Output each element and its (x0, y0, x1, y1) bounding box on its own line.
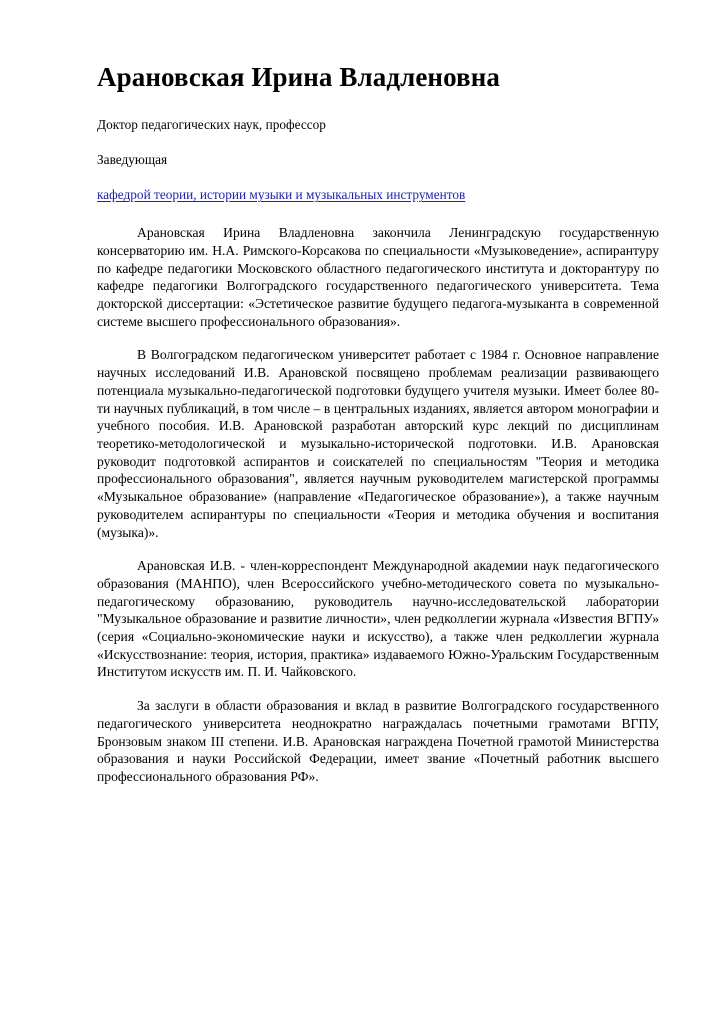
page-title: Арановская Ирина Владленовна (97, 62, 500, 92)
degree-line: Доктор педагогических наук, профессор (97, 117, 326, 133)
biography-paragraph-3: Арановская И.В. - член-корреспондент Международной академии наук педагогического образования (МАНПО), член Всероссийского учебно-методического совета по музыкально-педагогическому образованию, руководитель научно-исследовательской лаборатории "Музыкальное образование и развитие личности», член редколлегии журнала «Известия ВГПУ» (серия «Социально-экономические науки и искусство), а также член редколлегии журнала «Искусствознание: теория, история, практика» издаваемого Южно-Уральским Государственным Институтом искусств им. П. И. Чайковского. (97, 558, 659, 680)
biography-paragraph-1: Арановская Ирина Владленовна закончила Ленинградскую государственную консерваторию им. Н.А. Римского-Корсакова по специальности «Музыковедение», аспирантуру по кафедре педагогики Московского областного педагогического института и докторантуру по кафедре педагогики Волгоградского государственного педагогического университета. Тема докторской диссертации: «Эстетическое развитие будущего педагога-музыканта в современной системе высшего профессионального образования». (97, 225, 659, 329)
biography-paragraph-2: В Волгоградском педагогическом университет работает с 1984 г. Основное направление научных исследований И.В. Арановской посвящено проблемам реализации развивающего потенциала музыкально-педагогической подготовки будущего учителя музыки. Имеет более 80-ти научных публикаций, в том числе – в центральных изданиях, является автором монографии и учебного пособия. И.В. Арановской разработан авторский курс лекций по дисциплинам теоретико-методологической и музыкально-исторической подготовки. И.В. Арановская руководит подготовкой аспирантов и соискателей по специальностям "Теория и методика профессионального образования", является научным руководителем магистерской программы «Музыкальное образование» (направление «Педагогическое образование»), а также научным руководителем аспирантуры по специальности «Теория и методика обучения и воспитания (музыка)». (97, 347, 659, 540)
department-link[interactable]: кафедрой теории, истории музыки и музыкальных инструментов (97, 187, 466, 203)
document-content (97, 62, 659, 786)
position-line: Заведующая (97, 151, 168, 167)
department-link-row (97, 186, 659, 204)
biography-paragraph-4: За заслуги в области образования и вклад в развитие Волгоградского государственного педагогического университета неоднократно награждалась почетными грамотами ВГПУ, Бронзовым знаком III степени. И.В. Арановская награждена Почетной грамотой Министерства образования и науки Российской Федерации, имеет звание «Почетный работник высшего профессионального образования РФ». (97, 698, 659, 784)
